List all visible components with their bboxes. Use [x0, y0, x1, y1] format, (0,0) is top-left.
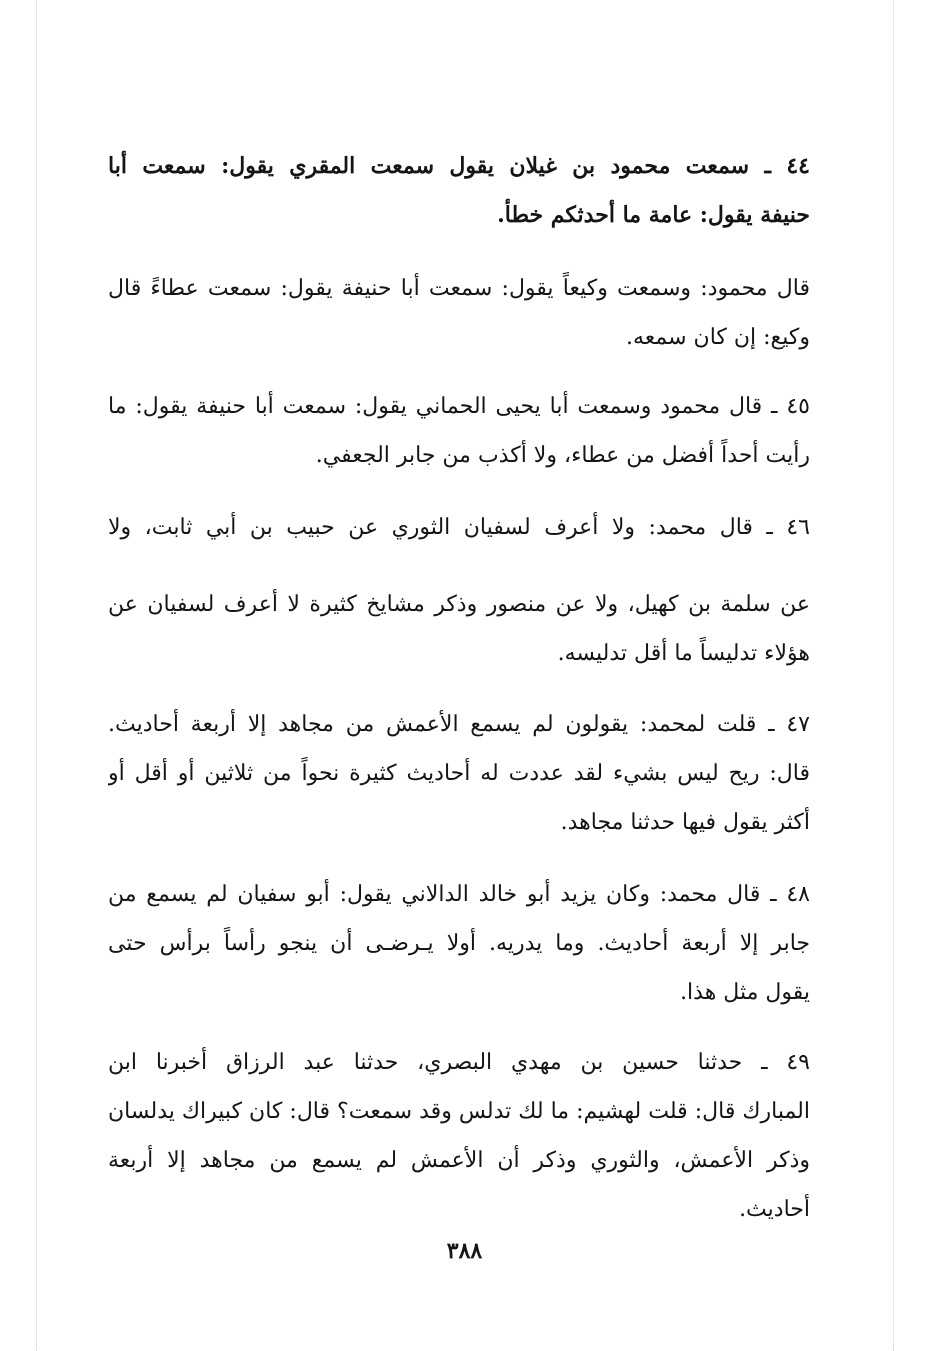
paragraph-44 — [108, 142, 810, 240]
paragraph-45 — [108, 382, 810, 480]
text-line: أحاديث. — [739, 1197, 810, 1222]
text-line: ٤٥ ـ قال محمود وسمعت أبا يحيى الحماني يقول: سمعت أبا حنيفة يقول: ما — [108, 394, 810, 419]
paragraph-47 — [108, 700, 810, 847]
paragraph-46-continued — [108, 580, 810, 678]
text-line: هؤلاء تدليساً ما أقل تدليسه. — [557, 641, 810, 666]
scan-margin-line-left — [36, 0, 37, 1351]
text-line: المبارك قال: قلت لهشيم: ما لك تدلس وقد سمعت؟ قال: كان كبيراك يدلسان — [108, 1099, 810, 1124]
text-line: وكيع: إن كان سمعه. — [626, 325, 810, 350]
text-line: قال: ريح ليس بشيء لقد عددت له أحاديث كثيرة نحواً من ثلاثين أو أقل أو — [108, 761, 810, 786]
text-line: ٤٨ ـ قال محمد: وكان يزيد أبو خالد الدالاني يقول: أبو سفيان لم يسمع من — [108, 882, 810, 907]
text-line: قال محمود: وسمعت وكيعاً يقول: سمعت أبا حنيفة يقول: سمعت عطاءً قال — [108, 276, 810, 301]
text-line: يقول مثل هذا. — [680, 980, 810, 1005]
page-number: ٣٨٨ — [446, 1238, 483, 1264]
text-line: حنيفة يقول: عامة ما أحدثكم خطأ. — [497, 202, 810, 228]
text-line: أكثر يقول فيها حدثنا مجاهد. — [560, 810, 810, 835]
text-line: ٤٩ ـ حدثنا حسين بن مهدي البصري، حدثنا عبد الرزاق أخبرنا ابن — [108, 1050, 810, 1075]
paragraph-46 — [108, 503, 810, 552]
text-line: عن سلمة بن كهيل، ولا عن منصور وذكر مشايخ كثيرة لا أعرف لسفيان عن — [108, 592, 810, 617]
scan-margin-line-right — [893, 0, 894, 1351]
text-line: ٤٤ ـ سمعت محمود بن غيلان يقول سمعت المقري يقول: سمعت أبا — [108, 153, 810, 179]
text-line: ٤٦ ـ قال محمد: ولا أعرف لسفيان الثوري عن حبيب بن أبي ثابت، ولا — [108, 515, 810, 540]
text-line: جابر إلا أربعة أحاديث. وما يدريه. أولا يـرضـى أن ينجو رأساً برأس حتى — [108, 931, 810, 956]
text-line: ٤٧ ـ قلت لمحمد: يقولون لم يسمع الأعمش من مجاهد إلا أربعة أحاديث. — [108, 712, 810, 737]
paragraph-48 — [108, 870, 810, 1017]
paragraph-49 — [108, 1038, 810, 1234]
text-line: رأيت أحداً أفضل من عطاء، ولا أكذب من جابر الجعفي. — [315, 443, 810, 468]
paragraph-mahmud-waki — [108, 264, 810, 362]
text-line: وذكر الأعمش، والثوري وذكر أن الأعمش لم يسمع من مجاهد إلا أربعة — [108, 1148, 810, 1173]
